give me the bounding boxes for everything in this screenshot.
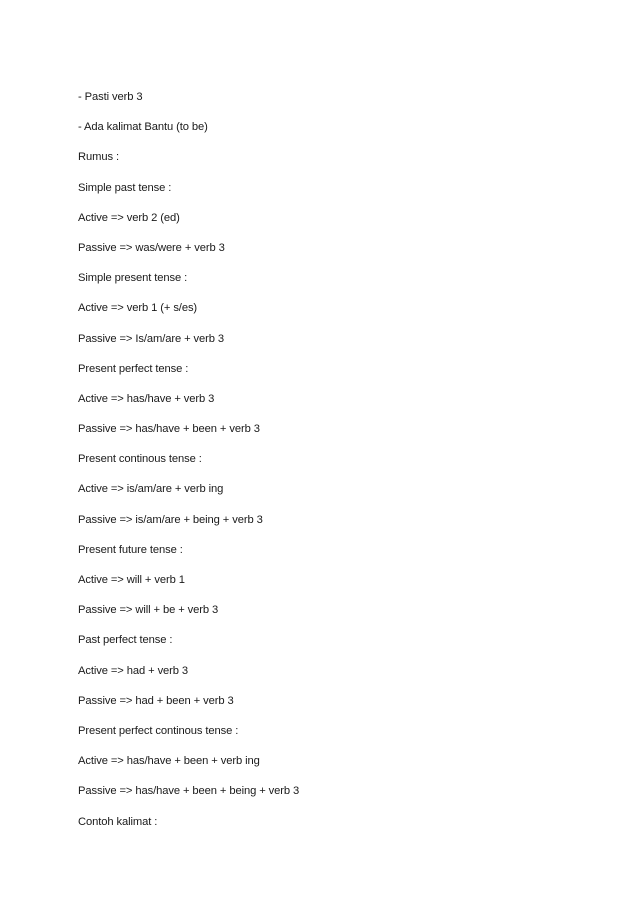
passive-formula: Passive => will + be + verb 3: [78, 604, 219, 617]
active-formula: Active => verb 2 (ed): [78, 211, 180, 224]
tense-heading: Present perfect tense :: [78, 362, 189, 375]
passive-formula: Passive => has/have + been + verb 3: [78, 423, 260, 436]
active-formula: Active => had + verb 3: [78, 664, 189, 677]
active-formula: Active => is/am/are + verb ing: [78, 483, 224, 496]
tense-heading: Simple past tense :: [78, 181, 172, 194]
text-line: - Pasti verb 3: [78, 91, 143, 103]
tense-heading: Present perfect continous tense :: [78, 724, 239, 737]
section-heading: Contoh kalimat :: [78, 815, 158, 828]
passive-formula: Passive => Is/am/are + verb 3: [78, 332, 225, 345]
passive-formula: Passive => has/have + been + being + verb 3: [78, 785, 300, 798]
tense-heading: Past perfect tense :: [78, 634, 173, 647]
tense-heading: Present future tense :: [78, 543, 183, 556]
active-formula: Active => verb 1 (+ s/es): [78, 302, 198, 315]
active-formula: Active => has/have + verb 3: [78, 392, 215, 405]
tense-heading: Simple present tense :: [78, 272, 188, 285]
passive-formula: Passive => is/am/are + being + verb 3: [78, 513, 263, 526]
active-formula: Active => will + verb 1: [78, 574, 185, 586]
passive-formula: Passive => was/were + verb 3: [78, 241, 225, 254]
passive-formula: Passive => had + been + verb 3: [78, 694, 234, 707]
text-line: - Ada kalimat Bantu (to be): [78, 121, 208, 134]
active-formula: Active => has/have + been + verb ing: [78, 755, 260, 768]
tense-heading: Present continous tense :: [78, 453, 202, 466]
text-lines: [78, 90, 299, 845]
section-heading: Rumus :: [78, 151, 119, 164]
